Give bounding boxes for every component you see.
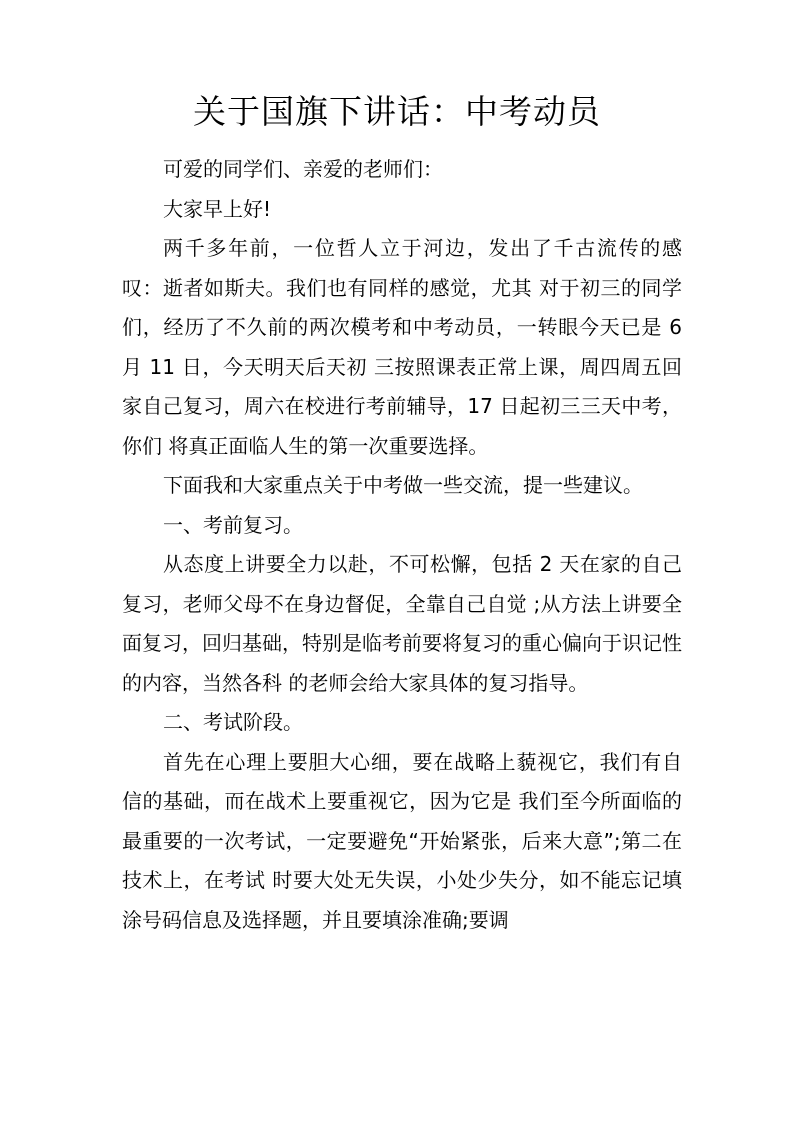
paragraph-topic: 下面我和大家重点关于中考做一些交流，提一些建议。 [163,473,643,497]
document-body [122,150,682,940]
paragraph-exam: 首先在心理上要胆大心细，要在战略上藐视它，我们有自信的基础，而在战术上要重视它，因为它是 我们至今所面临的最重要的一次考试，一定要避免“开始紧张，后来大意”;第二在技术上，在考试 时要大处无失误，小处少失分，如不能忘记填涂号码信息及选择题，并且要填涂准确;要调 [122,749,682,932]
document-title: 关于国旗下讲话：中考动员 [193,92,601,131]
paragraph-intro: 两千多年前，一位哲人立于河边，发出了千古流传的感叹：逝者如斯夫。我们也有同样的感觉，尤其 对于初三的同学们，经历了不久前的两次模考和中考动员，一转眼今天已是 6 月 11 日，今天明天后天初 三按照课表正常上课，周四周五回家自己复习，周六在校进行考前辅导，17 日起初三三天中考，你们 将真正面临人生的第一次重要选择。 [122,236,682,458]
paragraph-review: 从态度上讲要全力以赴，不可松懈，包括 2 天在家的自己复习，老师父母不在身边督促，全靠自己自觉 ;从方法上讲要全面复习，回归基础，特别是临考前要将复习的重心偏向于识记性的内容，当然各科 的老师会给大家具体的复习指导。 [122,552,682,695]
paragraph-greeting: 可爱的同学们、亲爱的老师们： [163,157,443,181]
section-heading-review: 一、考前复习。 [163,512,303,537]
paragraph-morning: 大家早上好! [163,196,272,221]
section-heading-exam: 二、考试阶段。 [163,710,303,734]
